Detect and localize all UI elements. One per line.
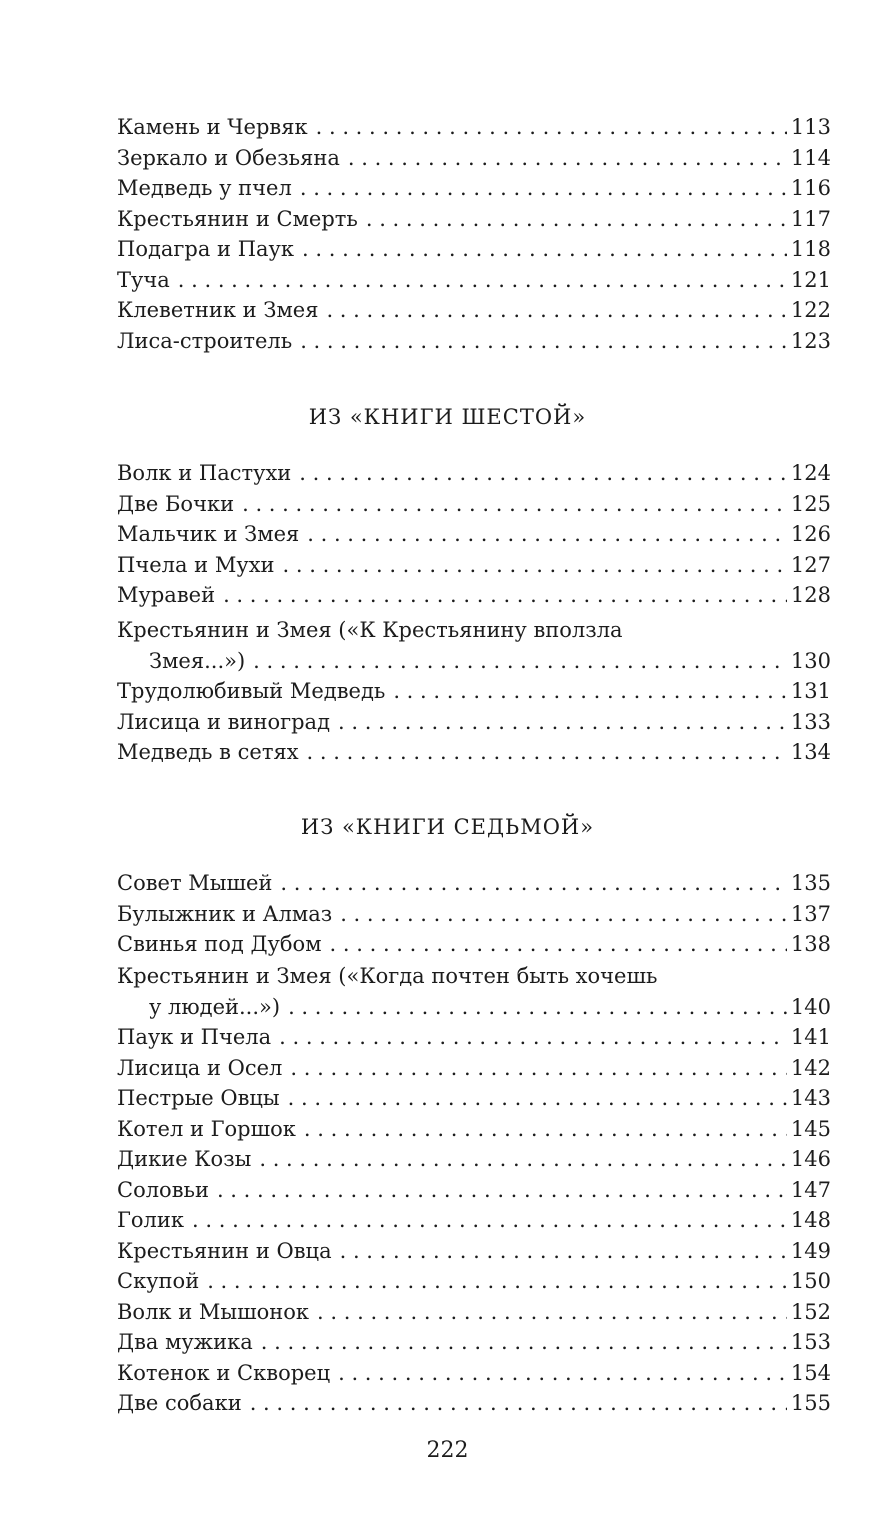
dot-leader [304,1114,787,1145]
dot-leader [393,676,787,707]
toc-entry-page: 133 [790,709,831,734]
toc-book-6-list-b [117,676,831,768]
toc-entry-page: 137 [790,901,831,926]
toc-entry-page: 142 [790,1055,831,1080]
toc-entry-title: Крестьянин и Овца [117,1238,332,1263]
toc-entry [117,1144,831,1175]
dot-leader [223,580,787,611]
toc-entry-page: 154 [790,1360,831,1385]
toc-entry-page: 140 [790,994,831,1019]
toc-entry-page: 114 [790,145,831,170]
toc-book-6-multiline-entry [117,615,831,676]
toc-entry-title: Голик [117,1208,185,1232]
toc-entry [117,1114,831,1145]
toc-entry-title: Волк и Пастухи [117,461,292,485]
dot-leader [253,646,787,677]
toc-entry-page: 123 [790,328,831,353]
toc-entry-title: Две Бочки [117,491,235,516]
toc-entry-title: Змея...») [149,648,246,673]
toc-entry [117,899,831,930]
toc-entry [117,1236,831,1267]
toc-entry-page: 125 [790,491,831,516]
toc-entry-title: Медведь в сетях [117,740,299,764]
toc-entry-title: Булыжник и Алмаз [117,901,333,926]
dot-leader [290,1053,787,1084]
dot-leader [242,489,787,520]
dot-leader [279,1022,787,1053]
dot-leader [259,1144,787,1175]
dot-leader [192,1205,787,1236]
dot-leader [330,929,787,960]
toc-entry-page: 150 [790,1269,831,1293]
toc-entry-page: 145 [790,1116,831,1141]
toc-entry-title: Лисица и виноград [117,709,331,734]
toc-entry-title: Трудолюбивый Медведь [117,679,386,703]
toc-top-list [117,112,831,356]
dot-leader [250,1388,787,1419]
toc-entry-title: у людей...») [149,994,281,1019]
dot-leader [288,992,787,1023]
toc-entry [117,676,831,707]
toc-entry-page: 126 [790,522,831,546]
dot-leader [178,265,787,296]
toc-entry-title: Пчела и Мухи [117,552,275,577]
dot-leader [366,204,787,235]
dot-leader [307,737,787,768]
toc-entry-title: Подагра и Паук [117,237,295,261]
dot-leader [348,143,787,174]
toc-entry-title: Котенок и Скворец [117,1360,331,1385]
dot-leader [316,112,787,143]
toc-entry [117,868,831,899]
toc-entry-page: 152 [790,1299,831,1324]
toc-entry-title: Паук и Пчела [117,1025,272,1049]
toc-book-7-list-a [117,868,831,960]
toc-entry-title: Камень и Червяк [117,115,308,139]
toc-entry [117,458,831,489]
toc-entry [117,1266,831,1297]
toc-entry [117,961,831,992]
dot-leader [340,899,787,930]
toc-entry-title: Муравей [117,583,216,607]
toc-entry [117,519,831,550]
toc-entry-page: 116 [790,176,831,200]
toc-entry [117,1297,831,1328]
toc-entry-page: 138 [790,932,831,956]
toc-entry [117,1175,831,1206]
dot-leader [340,1236,787,1267]
toc-entry [117,1053,831,1084]
page-number: 222 [426,1438,469,1463]
toc-entry [117,143,831,174]
toc-entry [117,707,831,738]
toc-entry-title: Клеветник и Змея [117,298,319,322]
toc-entry-title: Крестьянин и Змея («Когда почтен быть хочешь [117,964,658,988]
toc-entry-title: Мальчик и Змея [117,522,300,546]
toc-entry-title: Зеркало и Обезьяна [117,145,340,170]
toc-entry-title: Лиса-строитель [117,328,293,353]
toc-entry-title: Крестьянин и Смерть [117,206,358,231]
toc-entry [117,326,831,357]
toc-entry-page: 146 [790,1147,831,1171]
toc-entry-page: 134 [790,740,831,764]
toc-entry [117,1083,831,1114]
toc-entry [117,234,831,265]
toc-entry [117,173,831,204]
toc-entry-page: 128 [790,583,831,607]
toc-entry [117,992,831,1023]
dot-leader [283,550,787,581]
dot-leader [317,1297,787,1328]
dot-leader [307,519,787,550]
dot-leader [217,1175,787,1206]
toc-entry [117,615,831,646]
toc-entry-page: 141 [790,1025,831,1049]
toc-book-6-list-a [117,458,831,611]
toc-entry-title: Волк и Мышонок [117,1299,310,1324]
toc-book-7-multiline-entry [117,961,831,1022]
toc-entry-title: Совет Мышей [117,871,273,895]
toc-entry-page: 131 [790,679,831,703]
toc-entry-title: Дикие Козы [117,1147,252,1171]
toc-entry-title: Пестрые Овцы [117,1086,280,1110]
toc-entry-page: 117 [790,206,831,231]
toc-entry-title: Две собаки [117,1391,242,1415]
dot-leader [300,173,787,204]
toc-entry [117,265,831,296]
toc-entry-title: Лисица и Осел [117,1055,283,1080]
toc-entry-title: Котел и Горшок [117,1116,296,1141]
toc-entry [117,1358,831,1389]
toc-entry-page: 122 [790,298,831,322]
toc-book-7-list-b [117,1022,831,1419]
toc-entry-page: 148 [790,1208,831,1232]
toc-entry-title: Свинья под Дубом [117,932,322,956]
toc-entry-page: 153 [790,1330,831,1354]
toc-entry [117,1327,831,1358]
toc-entry-title: Два мужика [117,1330,253,1354]
toc-entry [117,112,831,143]
dot-leader [261,1327,787,1358]
toc-entry-page: 121 [790,267,831,292]
toc-entry [117,1022,831,1053]
toc-entry [117,737,831,768]
toc-entry [117,204,831,235]
section-heading-book-7: ИЗ «КНИГИ СЕДЬМОЙ» [300,815,595,839]
dot-leader [280,868,786,899]
toc-entry-page: 124 [790,461,831,485]
dot-leader [288,1083,787,1114]
toc-entry [117,550,831,581]
toc-entry-title: Медведь у пчел [117,176,292,200]
toc-entry-page: 118 [790,237,831,261]
toc-entry [117,580,831,611]
toc-entry-page: 130 [790,648,831,673]
dot-leader [338,707,787,738]
toc-entry [117,1388,831,1419]
toc-entry [117,489,831,520]
toc-entry-page: 113 [790,115,831,139]
toc-entry-title: Крестьянин и Змея («К Крестьянину вползла [117,618,623,642]
dot-leader [300,326,787,357]
toc-entry-page: 143 [790,1086,831,1110]
dot-leader [302,234,787,265]
toc-entry-title: Скупой [117,1269,200,1293]
section-heading-book-6: ИЗ «КНИГИ ШЕСТОЙ» [308,405,587,429]
toc-entry-page: 149 [790,1238,831,1263]
toc-entry [117,646,831,677]
toc-entry [117,295,831,326]
toc-entry-page: 135 [790,871,831,895]
dot-leader [338,1358,787,1389]
dot-leader [207,1266,787,1297]
dot-leader [299,458,787,489]
toc-entry-page: 147 [790,1177,831,1202]
dot-leader [326,295,786,326]
toc-entry-page: 155 [790,1391,831,1415]
toc-entry-page: 127 [790,552,831,577]
toc-entry [117,929,831,960]
toc-entry-title: Туча [117,267,170,292]
toc-entry-title: Соловьи [117,1177,209,1202]
toc-entry [117,1205,831,1236]
